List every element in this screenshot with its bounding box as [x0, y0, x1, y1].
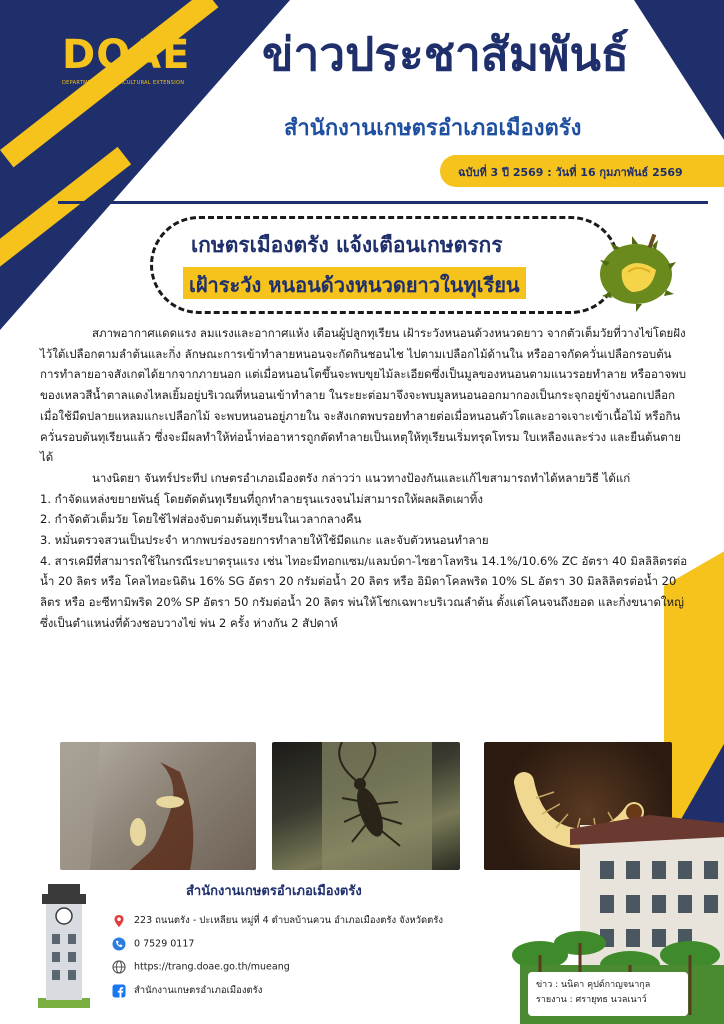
phone-icon	[112, 937, 126, 951]
phone-text: 0 7529 0117	[134, 938, 195, 950]
issue-date-bar: ฉบับที่ 3 ปี 2569 : วันที่ 16 กุมภาพันธ์ 2569	[440, 155, 724, 187]
globe-icon	[112, 960, 126, 974]
list-item: 2. กำจัดตัวเต็มวัย โดยใช้ไฟส่องจับตามต้นทุเรียนในเวลากลางคืน	[40, 512, 362, 527]
page-title: ข่าวประชาสัมพันธ์	[262, 27, 630, 81]
doae-logo	[62, 32, 192, 86]
office-subtitle: สำนักงานเกษตรอำเภอเมืองตรัง	[284, 116, 582, 141]
list-item: 3. หมั่นตรวจสวนเป็นประจำ หากพบร่องรอยการทำลายให้ใช้มีดแกะ และจับตัวหนอนทำลาย	[40, 533, 489, 548]
article-paragraph: นางนิตยา จันทร์ประทีป เกษตรอำเภอเมืองตรัง กล่าวว่า แนวทางป้องกันและแก้ไขสามารถทำได้หลายวิธี ได้แก่	[92, 470, 631, 485]
list-item: 4. สารเคมีที่สามารถใช้ในกรณีระบาดรุนแรง เช่น ไทอะมีทอกแซม/แลมบ์ดา-ไซฮาโลทริน 14.1%/10.6% ZC อัตรา 40 มิลลิลิตรต่อน้ำ 20 ลิตร หรือ โคลไทอะนิดิน 16% SG อัตรา 20 กรัมต่อน้ำ 20 ลิตร หรือ อิมิดาโคลพริด 10% SL อัตรา 30 มิลลิลิตรต่อน้ำ 20 ลิตร หรือ อะซีทามิพริด 20% SP อัตรา 50 กรัมต่อน้ำ 20 ลิตร พ่นให้โชกเฉพาะบริเวณลำต้น ตั้งแต่โคนจนถึงยอด และกิ่งขนาดใหญ่ ซึ่งเป็นตำแหน่งที่ด้วงชอบวางไข่ พ่น 2 ครั้ง ห่างกัน 2 สัปดาห์	[40, 553, 688, 630]
location-pin-icon	[112, 914, 126, 928]
contact-phone	[112, 937, 194, 951]
credit-box	[528, 972, 688, 1016]
navy-corner-decoration	[634, 0, 724, 140]
address-text: 223 ถนนตรัง - ปะเหลียน หมู่ที่ 4 ตำบลบ้านควน อำเภอเมืองตรัง จังหวัดตรัง	[134, 915, 444, 926]
credit-news: ข่าว : นนิดา คุปต์กาญจนากุล	[536, 980, 651, 990]
article-paragraph: สภาพอากาศแดดแรง ลมแรงและอากาศแห้ง เตือนผู้ปลูกทุเรียน เฝ้าระวังหนอนด้วงหนวดยาว จากตัวเต็มวัยที่วางไข่โดยฝังไว้ใต้เปลือกตามลำต้นและกิ่ง ลักษณะการเข้าทำลายหนอนจะกัดกินชอนไช ไปตามเปลือกไม้ด้านใน หรืออาจกัดควั่นเปลือกรอบต้น การทำลายอาจสังเกตได้ยากจากภายนอก แต่เมื่อหนอนโตขึ้นจะพบขุยไม้ละเอียดซึ่งเป็นมูลของหนอนตามแนวรอยทำลาย หรืออาจพบของเหลวสีน้ำตาลแดงไหลเยิ้มอยู่บริเวณที่หนอนเข้าทำลาย ในระยะต่อมาจึงจะพบมูลหนอนออกมากองเป็นกระจุกอยู่ข้างนอกเปลือก เมื่อใช้มีดปลายแหลมแกะเปลือกไม้ จะพบหนอนอยู่ภายใน จะสังเกตพบรอยทำลายต่อเมื่อหนอนตัวโตและอาจเจาะเข้าเนื้อไม้ หรือกินควั่นรอบต้นทุเรียนแล้ว ซึ่งจะมีผลทำให้ท่อน้ำท่ออาหารถูกตัดทำลายเป็นเหตุให้ทุเรียนเริ่มทรุดโทรม ใบเหลืองและร่วง และยืนต้นตายได้	[40, 326, 686, 465]
durian-icon	[592, 226, 678, 312]
list-item: 1. กำจัดแหล่งขยายพันธุ์ โดยตัดต้นทุเรียนที่ถูกทำลายรุนแรงจนไม่สามารถให้ผลผลิตเผาทิ้ง	[40, 491, 483, 506]
footer-office-title: สำนักงานเกษตรอำเภอเมืองตรัง	[186, 884, 362, 899]
website-link[interactable]: https://trang.doae.go.th/mueang	[134, 961, 290, 973]
photo-damaged-trunk	[60, 742, 256, 870]
headline-line-2: เฝ้าระวัง หนอนด้วงหนวดยาวในทุเรียน	[183, 267, 526, 299]
contact-address	[112, 913, 443, 928]
clock-tower-icon	[34, 880, 94, 1010]
photo-longhorn-beetle	[272, 742, 460, 870]
credit-report: รายงาน : ศรายุทธ นวลเนาว์	[536, 995, 647, 1005]
facebook-link[interactable]: สำนักงานเกษตรอำเภอเมืองตรัง	[134, 985, 263, 996]
logo-subtitle: DEPARTMENT OF AGRICULTURAL EXTENSION	[62, 80, 185, 86]
article-body	[40, 323, 690, 634]
logo-wordmark: DOAE	[62, 32, 191, 78]
headline-line-1: เกษตรเมืองตรัง แจ้งเตือนเกษตรกร	[191, 233, 503, 257]
headline-box	[150, 216, 620, 314]
contact-website[interactable]	[112, 960, 290, 974]
facebook-icon	[112, 984, 126, 998]
header-divider	[58, 201, 708, 204]
contact-facebook[interactable]	[112, 983, 262, 998]
